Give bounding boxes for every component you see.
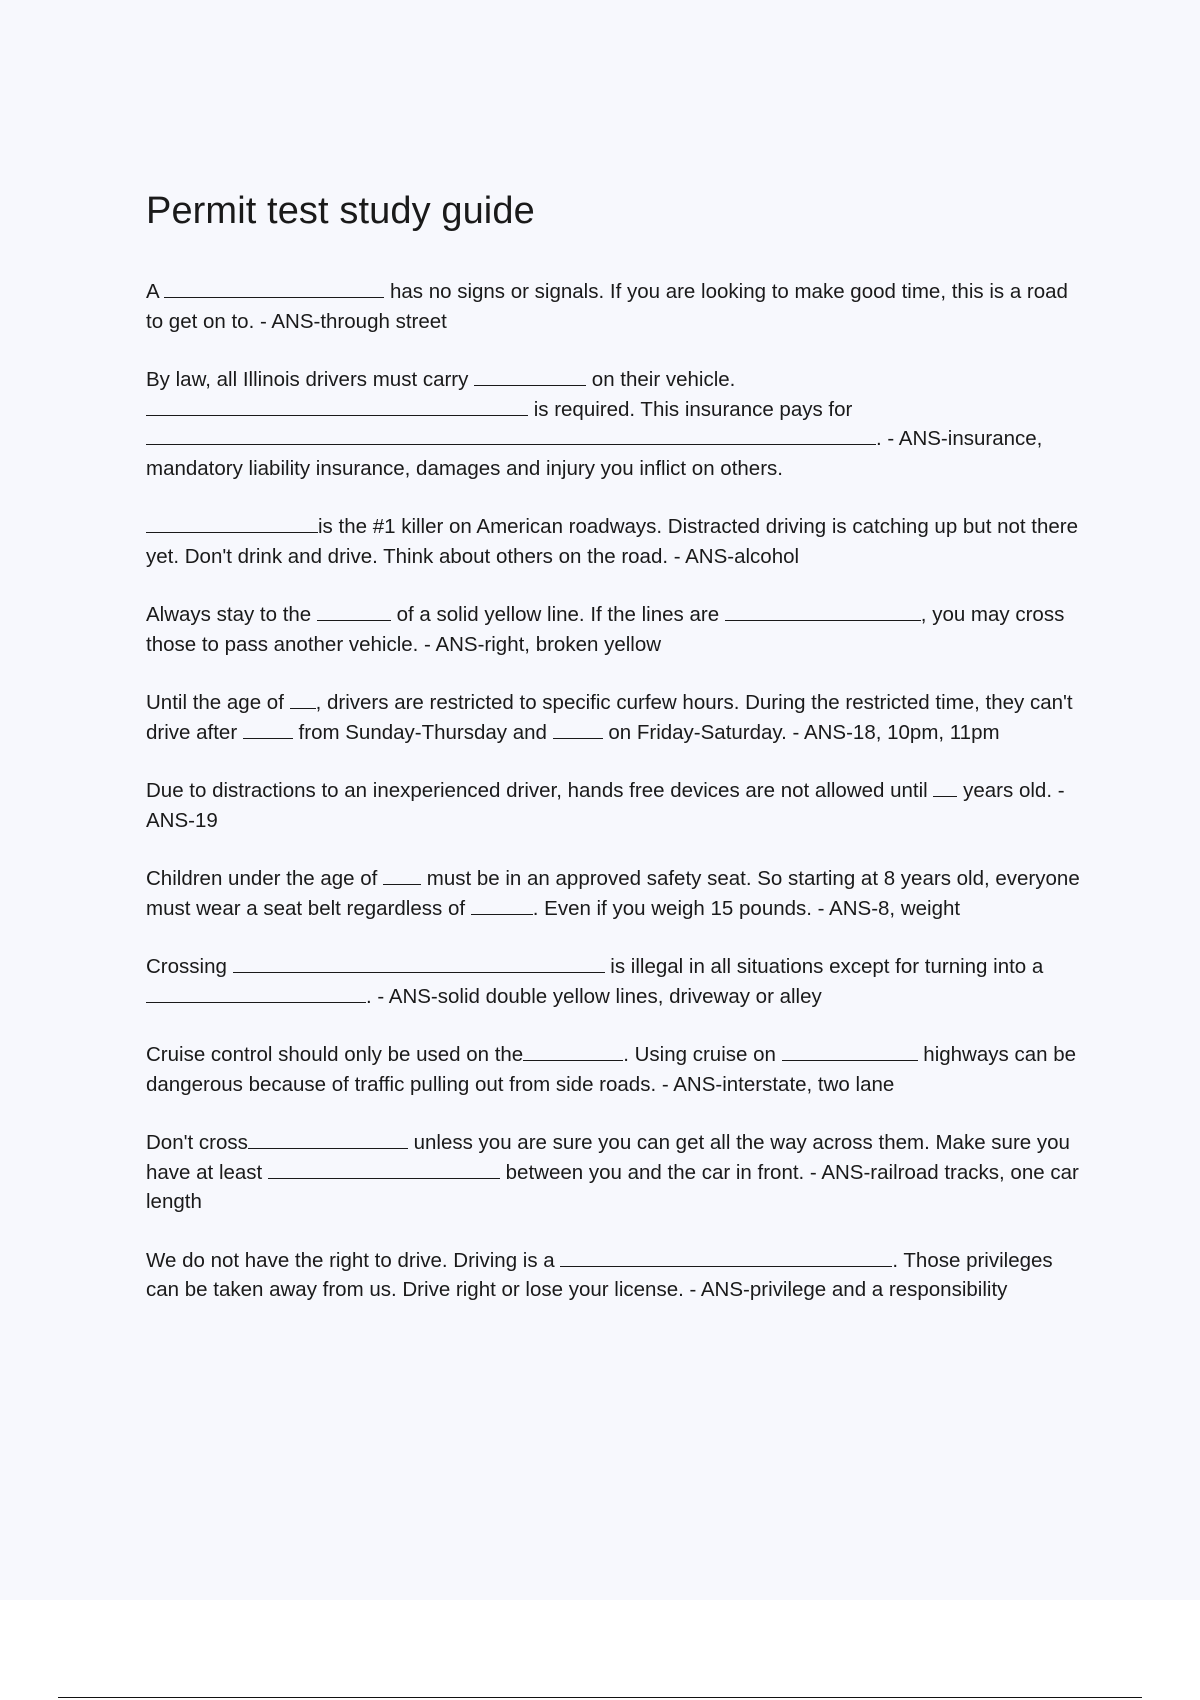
question-entry bbox=[146, 600, 1086, 659]
entry-text: Due to distractions to an inexperienced driver, hands free devices are not allowed until bbox=[146, 779, 934, 802]
fill-in-blank bbox=[268, 1161, 500, 1179]
question-entry bbox=[146, 277, 1086, 336]
fill-in-blank bbox=[146, 515, 318, 533]
question-entry bbox=[146, 1246, 1086, 1305]
fill-in-blank bbox=[553, 721, 603, 739]
entry-text: . Using cruise on bbox=[623, 1043, 782, 1066]
entry-text: is the #1 killer on American roadways. Distracted driving is catching up but not there yet. Don't drink and drive. Think about others on the road. - ANS-alcohol bbox=[146, 515, 1079, 568]
entry-text: on Friday-Saturday. - ANS-18, 10pm, 11pm bbox=[602, 720, 1000, 744]
entry-text: unless you are sure you can get all the way across them. Make sure you have at least bbox=[146, 1131, 1070, 1184]
fill-in-blank bbox=[782, 1043, 918, 1061]
entry-text: . - ANS-solid double yellow lines, driveway or alley bbox=[366, 984, 822, 1008]
question-entry bbox=[146, 1128, 1086, 1217]
entry-text: Crossing bbox=[146, 955, 233, 978]
document-content bbox=[146, 190, 1086, 1334]
fill-in-blank bbox=[317, 603, 391, 621]
document-title: Permit test study guide bbox=[146, 190, 535, 232]
study-guide-entries bbox=[146, 277, 1086, 1305]
fill-in-blank bbox=[248, 1131, 408, 1149]
question-entry bbox=[146, 512, 1086, 571]
entry-text: , you may cross those to pass another vehicle. - ANS-right, broken yellow bbox=[146, 603, 1065, 656]
entry-text: is required. This insurance pays for bbox=[528, 397, 853, 421]
fill-in-blank bbox=[933, 779, 957, 797]
entry-text: . - ANS-insurance, mandatory liability insurance, damages and injury you inflict on others. bbox=[146, 427, 1043, 480]
fill-in-blank bbox=[146, 427, 876, 445]
question-entry bbox=[146, 688, 1086, 747]
question-entry bbox=[146, 1040, 1086, 1099]
question-entry bbox=[146, 365, 1086, 483]
entry-text: We do not have the right to drive. Driving is a bbox=[146, 1248, 561, 1272]
fill-in-blank bbox=[383, 867, 421, 885]
entry-text: Cruise control should only be used on the bbox=[146, 1043, 524, 1066]
entry-text: of a solid yellow line. If the lines are bbox=[390, 603, 725, 626]
entry-text: from Sunday-Thursday and bbox=[292, 720, 553, 744]
entry-text: is illegal in all situations except for turning into a bbox=[604, 955, 1044, 978]
fill-in-blank bbox=[290, 691, 316, 709]
entry-text: . Those privileges can be taken away from us. Drive right or lose your license. - ANS-privilege and a responsibility bbox=[146, 1248, 1053, 1301]
entry-text: , drivers are restricted to specific curfew hours. During the restricted time, they can't drive after bbox=[146, 691, 1073, 744]
question-entry bbox=[146, 952, 1086, 1011]
fill-in-blank bbox=[146, 398, 528, 416]
entry-text: has no signs or signals. If you are looking to make good time, this is a road to get on to. - ANS-through street bbox=[146, 280, 1068, 333]
fill-in-blank bbox=[560, 1249, 892, 1267]
fill-in-blank bbox=[233, 955, 605, 973]
entry-text: years old. - ANS-19 bbox=[146, 779, 1065, 832]
entry-text: between you and the car in front. - ANS-railroad tracks, one car length bbox=[146, 1160, 1079, 1213]
entry-text: By law, all Illinois drivers must carry bbox=[146, 368, 475, 391]
entry-text: A bbox=[146, 280, 165, 303]
fill-in-blank bbox=[523, 1043, 623, 1061]
entry-text: Children under the age of bbox=[146, 867, 384, 890]
entry-text: on their vehicle. bbox=[586, 368, 736, 391]
entry-text: must be in an approved safety seat. So starting at 8 years old, everyone must wear a seat belt regardless of bbox=[146, 867, 1080, 920]
fill-in-blank bbox=[474, 368, 586, 386]
fill-in-blank bbox=[146, 985, 366, 1003]
question-entry bbox=[146, 776, 1086, 835]
entry-text: . Even if you weigh 15 pounds. - ANS-8, weight bbox=[532, 896, 961, 920]
fill-in-blank bbox=[243, 721, 293, 739]
footer-rule bbox=[58, 1697, 1142, 1698]
entry-text: Always stay to the bbox=[146, 603, 317, 626]
fill-in-blank bbox=[471, 897, 533, 915]
question-entry bbox=[146, 864, 1086, 923]
entry-text: Until the age of bbox=[146, 691, 290, 714]
fill-in-blank bbox=[725, 603, 921, 621]
entry-text: Don't cross bbox=[146, 1131, 248, 1154]
entry-text: highways can be dangerous because of traffic pulling out from side roads. - ANS-interstate, two lane bbox=[146, 1043, 1076, 1096]
fill-in-blank bbox=[164, 280, 384, 298]
